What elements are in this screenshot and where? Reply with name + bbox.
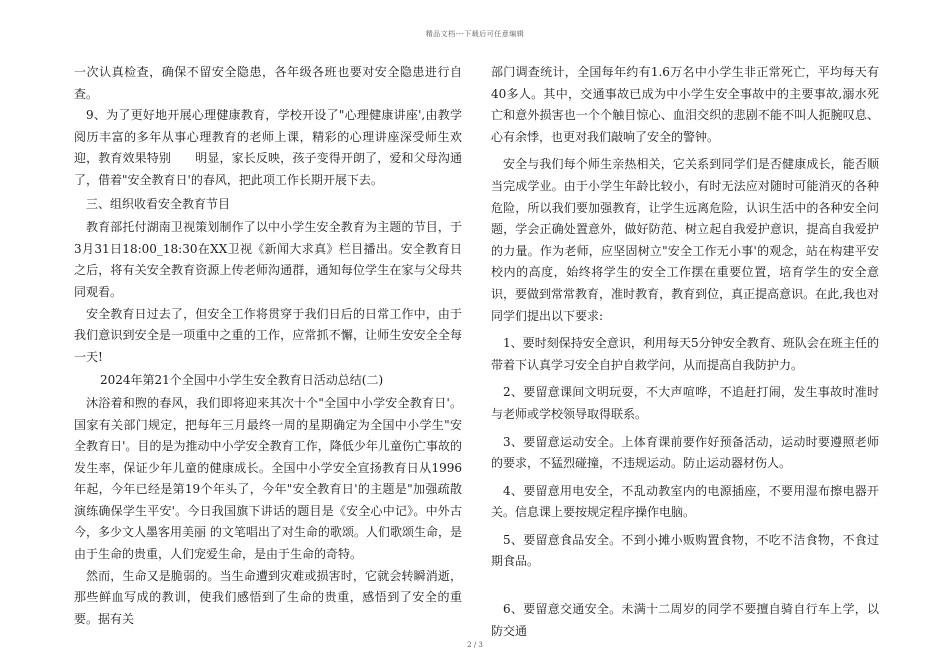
section-heading: 三、组织收看安全教育节目 — [86, 196, 231, 211]
requirement-item: 1、要时刻保持安全意识，利用每天5分钟安全教育、班队会在班主任的带着下认真学习安全自护自救学问，从而提高自我防护力。 — [491, 336, 879, 372]
left-column — [74, 62, 462, 630]
paragraph: 教育部托付湖南卫视策划制作了以中小学生安全教育为主题的节目，于3月31日18:00_18:30在XX卫视《新闻大求真》栏目播出。安全教育日之后，将有关安全教育资源上传老师沟通群，通知每位学生在家与父母共同观看。 — [74, 220, 462, 299]
right-column — [491, 62, 879, 648]
paragraph: 9、为了更好地开展心理健康教育，学校开设了"心理健康讲座',由教学阅历丰富的多年从事心理教育的老师上课，精彩的心理讲座深受师生欢迎，教育效果特别 明显，家长反映，孩子变得开朗了，爱和父母沟通了，借着"安全教育日'的春风，把此项工作长期开展下去。 — [74, 108, 462, 187]
paragraph: 安全教育日过去了，但安全工作将贯穿于我们日后的日常工作中，由于我们意识到安全是一项重中之重的工作，应常抓不懈，让师生安安全全每一天! — [74, 306, 462, 364]
paragraph: 安全与我们每个师生亲热相关，它关系到同学们是否健康成长，能否顺当完成学业。由于小学生年龄比较小，有时无法应对随时可能消灭的各种危险，所以我们要加强教育，让学生远离危险，认识生活中的各种安全问题，学会正确处置意外，做好防范、树立起自我爱护意识，提高自我爱护的力量。作为老师，应坚固树立"安全工作无小事'的观念，站在构建平安校内的高度，始终将学生的安全工作摆在重要位置，培育学生的安全意识，要做到常常教育，准时教育，教育到位，真正提高意识。在此,我也对同学们提出以下要求: — [491, 157, 879, 323]
paragraph: 部门调查统计，全国每年约有1.6万名中小学生非正常死亡，平均每天有40多人。其中，交通事故已成为中小学生安全事故中的主要事故,溺水死亡和意外损害也一个个触目惊心、血泪交织的悲剧不能不叫人扼腕叹息、心有余悸，也更对我们敲响了安全的警钟。 — [491, 65, 879, 144]
requirement-item: 2、要留意课间文明玩耍，不大声喧哗，不追赶打闹，发生事故时准时与老师或学校领导取得联系。 — [491, 385, 879, 421]
requirement-item: 3、要留意运动安全。上体育课前要作好预备活动，运动时要遵照老师的要求，不猛烈碰撞，不违规运动。防止运动器材伤人。 — [491, 434, 879, 471]
paragraph: 沐浴着和煦的春风，我们即将迎来其次十个"全国中小学安全教育日'。国家有关部门规定，把每年三月最终一周的星期确定为全国中小学生"安全教育日'。目的是为推动中小学安全教育工作，降低少年儿童伤亡事故的发生率，保证少年儿童的健康成长。全国中小学安全宣扬教育日从1996年起，今年已经是第19个年头了，今年"安全教育日'的主题是"加强疏散演练确保学生平安'。今日我国旗下讲话的题目是《安全心中记》。中外古今，多少文人墨客用美丽 的文笔唱出了对生命的歌颂。人们歌颂生命，是由于生命的贵重，人们宠爱生命，是由于生命的奇特。 — [74, 395, 462, 562]
requirement-item: 6、要留意交通安全。未满十二周岁的同学不要擅自骑自行车上学，以防交通 — [491, 602, 879, 638]
page-header: 精品文档---下载后可任意编辑 — [425, 30, 525, 38]
requirement-item: 4、要留意用电安全，不乱动教室内的电源插座，不要用湿布擦电器开关。信息课上要按规定程序操作电脑。 — [491, 483, 879, 520]
paragraph: 一次认真检查，确保不留安全隐患，各年级各班也要对安全隐患进行自查。 — [74, 65, 462, 101]
page-number: 2 / 3 — [467, 641, 483, 649]
article-subtitle: 2024年第21个全国中小学生安全教育日活动总结(二) — [100, 373, 384, 388]
paragraph: 然而，生命又是脆弱的。当生命遭到灾难或损害时，它就会转瞬消逝，那些鲜血写成的教训，使我们感悟到了生命的贵重，感悟到了安全的重要。据有关 — [74, 568, 462, 626]
requirement-item: 5、要留意食品安全。不到小摊小贩购置食物，不吃不洁食物，不食过期食品。 — [491, 532, 879, 569]
